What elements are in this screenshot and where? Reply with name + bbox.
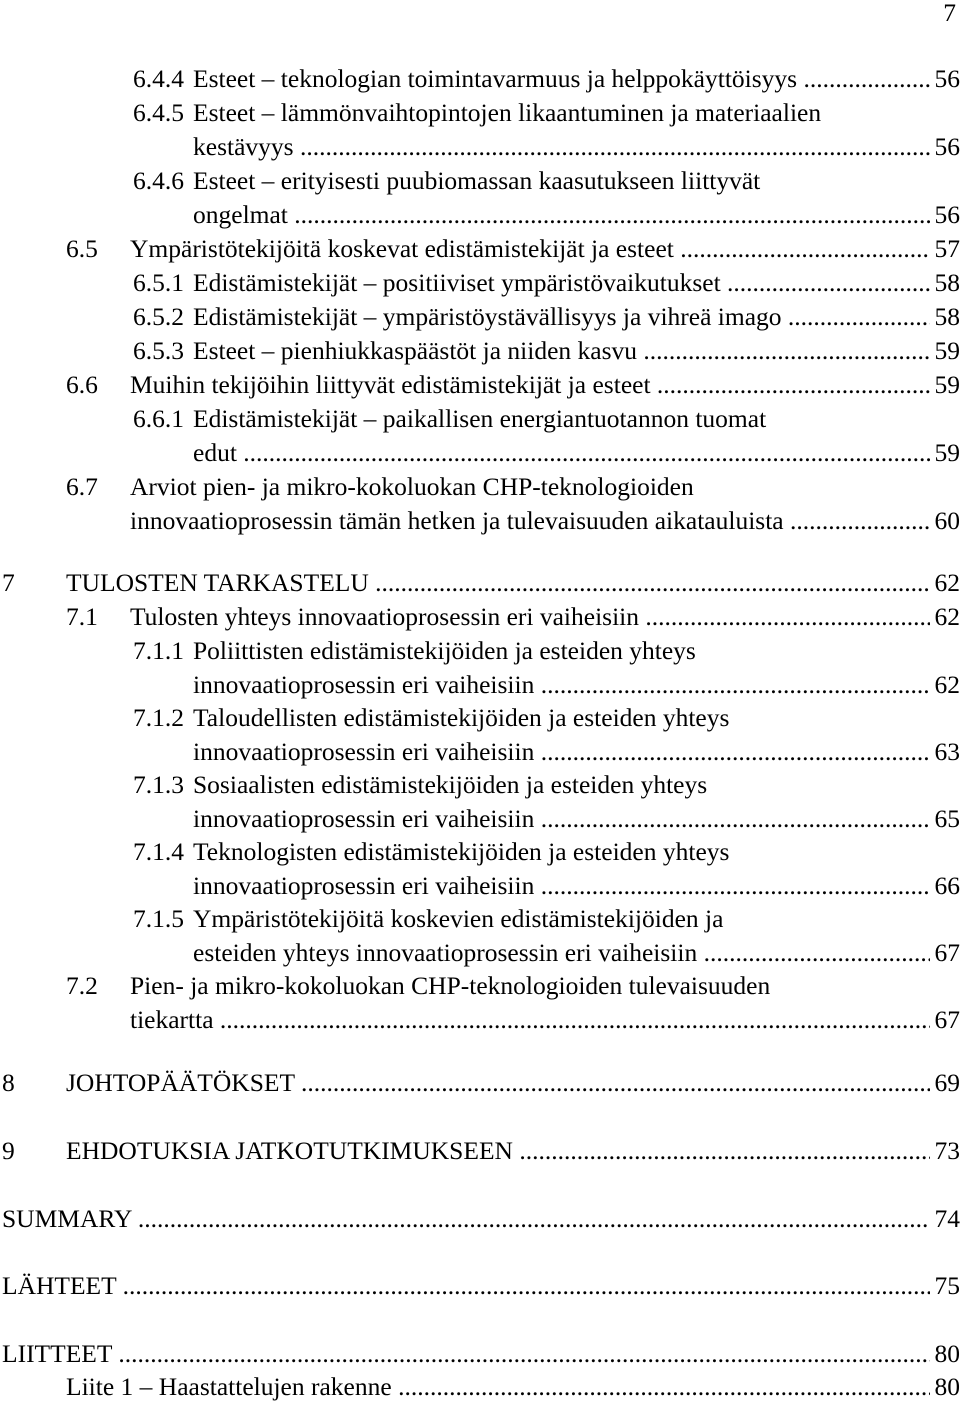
toc-page: 56 bbox=[934, 64, 960, 93]
toc-entry[interactable] bbox=[0, 835, 960, 869]
toc-title: Esteet – teknologian toimintavarmuus ja helppokäyttöisyys ..... bbox=[193, 62, 930, 96]
toc-title: Liite 1 – Haastattelujen rakenne ..... bbox=[66, 1370, 930, 1404]
toc-title: Teknologisten edistämistekijöiden ja esteiden yhteys bbox=[193, 837, 730, 866]
toc-entry[interactable] bbox=[0, 232, 960, 266]
toc-page: 80 bbox=[934, 1339, 960, 1368]
toc-entry[interactable] bbox=[0, 1134, 960, 1168]
toc-page: 67 bbox=[934, 938, 960, 967]
toc-entry-continuation[interactable] bbox=[0, 668, 960, 702]
toc-title-continuation: tiekartta ..... bbox=[130, 1003, 930, 1037]
toc-page: 56 bbox=[934, 132, 960, 161]
toc-title: LÄHTEET ..... bbox=[2, 1269, 930, 1303]
toc-title: Edistämistekijät – positiiviset ympäristövaikutukset ..... bbox=[193, 266, 930, 300]
toc-title: JOHTOPÄÄTÖKSET ..... bbox=[66, 1066, 930, 1100]
toc-page: 59 bbox=[934, 370, 960, 399]
toc-page: 65 bbox=[934, 804, 960, 833]
toc-number: 6.5.3 bbox=[133, 336, 184, 365]
toc-number: 6.6 bbox=[66, 370, 98, 399]
toc-entry[interactable] bbox=[0, 1202, 960, 1236]
toc-number: 7.1.5 bbox=[133, 904, 184, 933]
toc-number: 7.1.3 bbox=[133, 770, 184, 799]
toc-entry[interactable] bbox=[0, 368, 960, 402]
toc-number: 8 bbox=[2, 1068, 15, 1097]
toc-title: Esteet – erityisesti puubiomassan kaasutukseen liittyvät bbox=[193, 166, 761, 195]
toc-number: 7.1.2 bbox=[133, 703, 184, 732]
toc-title-continuation: esteiden yhteys innovaatioprosessin eri vaiheisiin ..... bbox=[193, 936, 930, 970]
toc-page: 60 bbox=[934, 506, 960, 535]
toc-title: Edistämistekijät – ympäristöystävällisyys ja vihreä imago ..... bbox=[193, 300, 930, 334]
toc-entry-continuation[interactable] bbox=[0, 869, 960, 903]
toc-entry[interactable] bbox=[0, 600, 960, 634]
toc-title: Taloudellisten edistämistekijöiden ja esteiden yhteys bbox=[193, 703, 730, 732]
toc-title: EHDOTUKSIA JATKOTUTKIMUKSEEN ..... bbox=[66, 1134, 930, 1168]
toc-title-continuation: ongelmat ..... bbox=[193, 198, 930, 232]
toc-entry[interactable] bbox=[0, 164, 960, 198]
toc-title: Sosiaalisten edistämistekijöiden ja esteiden yhteys bbox=[193, 770, 708, 799]
toc-number: 6.6.1 bbox=[133, 404, 184, 433]
toc-entry[interactable] bbox=[0, 1269, 960, 1303]
toc-entry[interactable] bbox=[0, 634, 960, 668]
toc-number: 6.5 bbox=[66, 234, 98, 263]
toc-page: 62 bbox=[934, 670, 960, 699]
toc-number: 6.5.2 bbox=[133, 302, 184, 331]
toc-title: Poliittisten edistämistekijöiden ja esteiden yhteys bbox=[193, 636, 696, 665]
toc-page: 74 bbox=[934, 1204, 960, 1233]
toc-number: 6.4.5 bbox=[133, 98, 184, 127]
toc-title: TULOSTEN TARKASTELU ..... bbox=[66, 566, 930, 600]
toc-title: Ympäristötekijöitä koskevien edistämistekijöiden ja bbox=[193, 904, 724, 933]
toc-title-continuation: kestävyys ..... bbox=[193, 130, 930, 164]
toc-entry[interactable] bbox=[0, 470, 960, 504]
toc-entry[interactable] bbox=[0, 1066, 960, 1100]
toc-title-continuation: innovaatioprosessin eri vaiheisiin ..... bbox=[193, 735, 930, 769]
toc-number: 7 bbox=[2, 568, 15, 597]
toc-title-continuation: edut ..... bbox=[193, 436, 930, 470]
toc-page: 80 bbox=[934, 1372, 960, 1401]
toc-page: 59 bbox=[934, 438, 960, 467]
toc-number: 6.5.1 bbox=[133, 268, 184, 297]
toc-number: 6.4.6 bbox=[133, 166, 184, 195]
toc-entry[interactable] bbox=[0, 768, 960, 802]
toc-title: Arviot pien- ja mikro-kokoluokan CHP-teknologioiden bbox=[130, 472, 694, 501]
toc-entry[interactable] bbox=[0, 566, 960, 600]
toc-page: 73 bbox=[934, 1136, 960, 1165]
toc-title-continuation: innovaatioprosessin eri vaiheisiin ..... bbox=[193, 869, 930, 903]
toc-entry-continuation[interactable] bbox=[0, 504, 960, 538]
toc-title: Esteet – pienhiukkaspäästöt ja niiden kasvu ..... bbox=[193, 334, 930, 368]
toc-number: 7.1.4 bbox=[133, 837, 184, 866]
toc-title: Pien- ja mikro-kokoluokan CHP-teknologioiden tulevaisuuden bbox=[130, 971, 771, 1000]
toc-entry[interactable] bbox=[0, 701, 960, 735]
toc-title: Muihin tekijöihin liittyvät edistämistekijät ja esteet ..... bbox=[130, 368, 930, 402]
toc-title: Ympäristötekijöitä koskevat edistämistekijät ja esteet ..... bbox=[130, 232, 930, 266]
toc-number: 7.2 bbox=[66, 971, 98, 1000]
toc-entry[interactable] bbox=[0, 1337, 960, 1371]
toc-entry[interactable] bbox=[0, 1370, 960, 1404]
toc-page: 62 bbox=[934, 568, 960, 597]
toc-page: 58 bbox=[934, 302, 960, 331]
toc-entry-continuation[interactable] bbox=[0, 198, 960, 232]
toc-page: 69 bbox=[934, 1068, 960, 1097]
toc-title: SUMMARY ..... bbox=[2, 1202, 930, 1236]
toc-title: Esteet – lämmönvaihtopintojen likaantuminen ja materiaalien bbox=[193, 98, 822, 127]
toc-title: Edistämistekijät – paikallisen energiantuotannon tuomat bbox=[193, 404, 767, 433]
toc-entry-continuation[interactable] bbox=[0, 436, 960, 470]
toc-number: 7.1.1 bbox=[133, 636, 184, 665]
toc-page: 62 bbox=[934, 602, 960, 631]
toc-entry-continuation[interactable] bbox=[0, 1003, 960, 1037]
toc-page: 58 bbox=[934, 268, 960, 297]
toc-page: 75 bbox=[934, 1271, 960, 1300]
toc-entry-continuation[interactable] bbox=[0, 936, 960, 970]
toc-title: LIITTEET ..... bbox=[2, 1337, 930, 1371]
toc-page: 63 bbox=[934, 737, 960, 766]
toc-title-continuation: innovaatioprosessin eri vaiheisiin ..... bbox=[193, 668, 930, 702]
toc-number: 7.1 bbox=[66, 602, 98, 631]
toc-title-continuation: innovaatioprosessin eri vaiheisiin ..... bbox=[193, 802, 930, 836]
toc-entry-continuation[interactable] bbox=[0, 130, 960, 164]
toc-page: 56 bbox=[934, 200, 960, 229]
toc-page: 59 bbox=[934, 336, 960, 365]
toc-page: 57 bbox=[934, 234, 960, 263]
toc-title: Tulosten yhteys innovaatioprosessin eri vaiheisiin ..... bbox=[130, 600, 930, 634]
toc-number: 6.4.4 bbox=[133, 64, 184, 93]
toc-entry[interactable] bbox=[0, 266, 960, 300]
page-number: 7 bbox=[943, 0, 956, 27]
toc-entry[interactable] bbox=[0, 902, 960, 936]
toc-entry[interactable] bbox=[0, 969, 960, 1003]
toc-entry-continuation[interactable] bbox=[0, 735, 960, 769]
toc-page: 67 bbox=[934, 1005, 960, 1034]
toc-page: 66 bbox=[934, 871, 960, 900]
toc-entry[interactable] bbox=[0, 96, 960, 130]
toc-entry[interactable] bbox=[0, 334, 960, 368]
toc-entry[interactable] bbox=[0, 62, 960, 96]
toc-entry[interactable] bbox=[0, 300, 960, 334]
toc-entry[interactable] bbox=[0, 402, 960, 436]
toc-number: 6.7 bbox=[66, 472, 98, 501]
toc-number: 9 bbox=[2, 1136, 15, 1165]
toc-title-continuation: innovaatioprosessin tämän hetken ja tulevaisuuden aikatauluista ..... bbox=[130, 504, 930, 538]
toc-entry-continuation[interactable] bbox=[0, 802, 960, 836]
